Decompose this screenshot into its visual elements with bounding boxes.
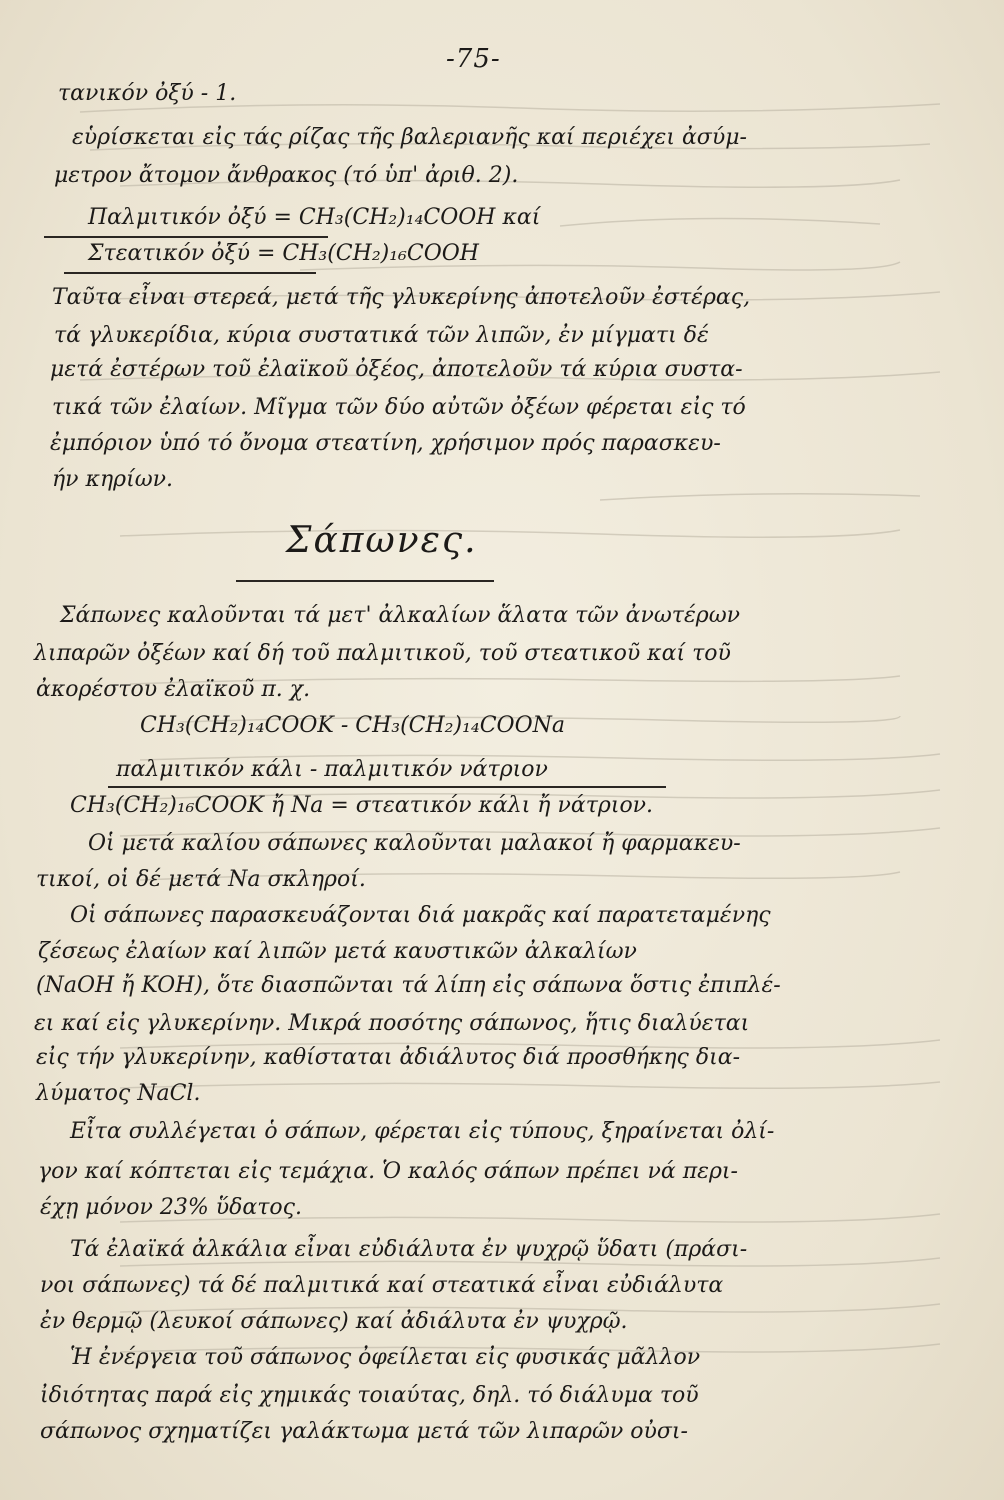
page-number: -75-: [446, 44, 501, 74]
text-line: Οἱ σάπωνες παρασκευάζονται διά μακρᾶς καί παρατεταμένης: [70, 903, 771, 928]
text-line: τανικόν ὀξύ - 1.: [58, 81, 237, 106]
text-line: ἀκορέστου ἐλαϊκοῦ π. χ.: [36, 677, 311, 702]
underline-rule: [44, 236, 328, 238]
text-line: Οἱ μετά καλίου σάπωνες καλοῦνται μαλακοί ἤ φαρμακευ-: [88, 831, 741, 856]
text-line: τικοί, οἱ δέ μετά Na σκληροί.: [36, 867, 366, 892]
text-line: γον καί κόπτεται εἰς τεμάχια. Ὁ καλός σάπων πρέπει νά περι-: [38, 1159, 738, 1184]
section-heading-soaps: Σάπωνες.: [286, 520, 478, 561]
text-line: έχῃ μόνον 23% ὕδατος.: [40, 1195, 302, 1220]
underline-rule: [64, 272, 316, 274]
formula-palmitic-acid: Παλμιτικόν ὀξύ = CH₃(CH₂)₁₄COOH καί: [88, 205, 541, 230]
text-line: Εἶτα συλλέγεται ὁ σάπων, φέρεται εἰς τύπους, ξηραίνεται ὀλί-: [70, 1119, 775, 1144]
heading-rule: [236, 580, 494, 582]
text-line: ἐν θερμῷ (λευκοί σάπωνες) καί ἀδιάλυτα ἐν ψυχρῷ.: [40, 1309, 628, 1334]
text-line: ἐμπόριον ὑπό τό ὄνομα στεατίνη, χρήσιμον πρός παρασκευ-: [50, 431, 721, 456]
text-line: ἰδιότητας παρά εἰς χημικάς τοιαύτας, δηλ. τό διάλυμα τοῦ: [40, 1383, 699, 1408]
text-line: σάπωνος σχηματίζει γαλάκτωμα μετά τῶν λιπαρῶν οὐσι-: [40, 1419, 688, 1444]
text-line: τικά τῶν ἐλαίων. Μῖγμα τῶν δύο αὐτῶν ὀξέων φέρεται εἰς τό: [52, 395, 746, 420]
text-line: εἰς τήν γλυκερίνην, καθίσταται ἀδιάλυτος διά προσθήκης δια-: [36, 1045, 740, 1070]
text-line: ζέσεως ἐλαίων καί λιπῶν μετά καυστικῶν ἀλκαλίων: [38, 939, 637, 964]
text-line: Ἡ ἐνέργεια τοῦ σάπωνος ὀφείλεται εἰς φυσικάς μᾶλλον: [70, 1345, 701, 1370]
underline-rule: [108, 786, 666, 788]
text-line: Σάπωνες καλοῦνται τά μετ' ἀλκαλίων ἅλατα τῶν ἀνωτέρων: [60, 603, 741, 628]
text-line: μετρον ἄτομον ἄνθρακος (τό ὑπ' ἀριθ. 2).: [54, 163, 519, 188]
formula-stearic-acid: Στεατικόν ὀξύ = CH₃(CH₂)₁₆COOH: [88, 241, 479, 266]
formula-stearate: CH₃(CH₂)₁₆COOK ἤ Na = στεατικόν κάλι ἤ νάτριον.: [70, 793, 654, 818]
text-line: ήν κηρίων.: [52, 467, 174, 492]
text-line: Ταῦτα εἶναι στερεά, μετά τῆς γλυκερίνης ἀποτελοῦν ἐστέρας,: [52, 285, 751, 310]
text-line: Τά ἐλαϊκά ἀλκάλια εἶναι εὐδιάλυτα ἐν ψυχρῷ ὕδατι (πράσι-: [70, 1237, 748, 1262]
formula-potassium-sodium-palmitate: CH₃(CH₂)₁₄COOK - CH₃(CH₂)₁₄COONa: [140, 713, 565, 738]
text-line: νοι σάπωνες) τά δέ παλμιτικά καί στεατικά εἶναι εὐδιάλυτα: [40, 1273, 724, 1298]
text-line: λύματος NaCl.: [36, 1081, 201, 1106]
label-palmitates: παλμιτικόν κάλι - παλμιτικόν νάτριον: [116, 757, 548, 782]
text-line: ει καί εἰς γλυκερίνην. Μικρά ποσότης σάπωνος, ἥτις διαλύεται: [34, 1011, 750, 1036]
text-line: εὑρίσκεται εἰς τάς ρίζας τῆς βαλεριανῆς καί περιέχει ἀσύμ-: [72, 125, 747, 150]
text-line: μετά ἐστέρων τοῦ ἐλαϊκοῦ ὀξέος, ἀποτελοῦν τά κύρια συστα-: [50, 357, 743, 382]
text-line: λιπαρῶν ὀξέων καί δή τοῦ παλμιτικοῦ, τοῦ στεατικοῦ καί τοῦ: [34, 641, 731, 666]
text-line: τά γλυκερίδια, κύρια συστατικά τῶν λιπῶν, ἐν μίγματι δέ: [54, 323, 709, 348]
text-line: (NaOH ἤ KOH), ὅτε διασπῶνται τά λίπη εἰς σάπωνα ὅστις ἐπιπλέ-: [36, 973, 781, 998]
